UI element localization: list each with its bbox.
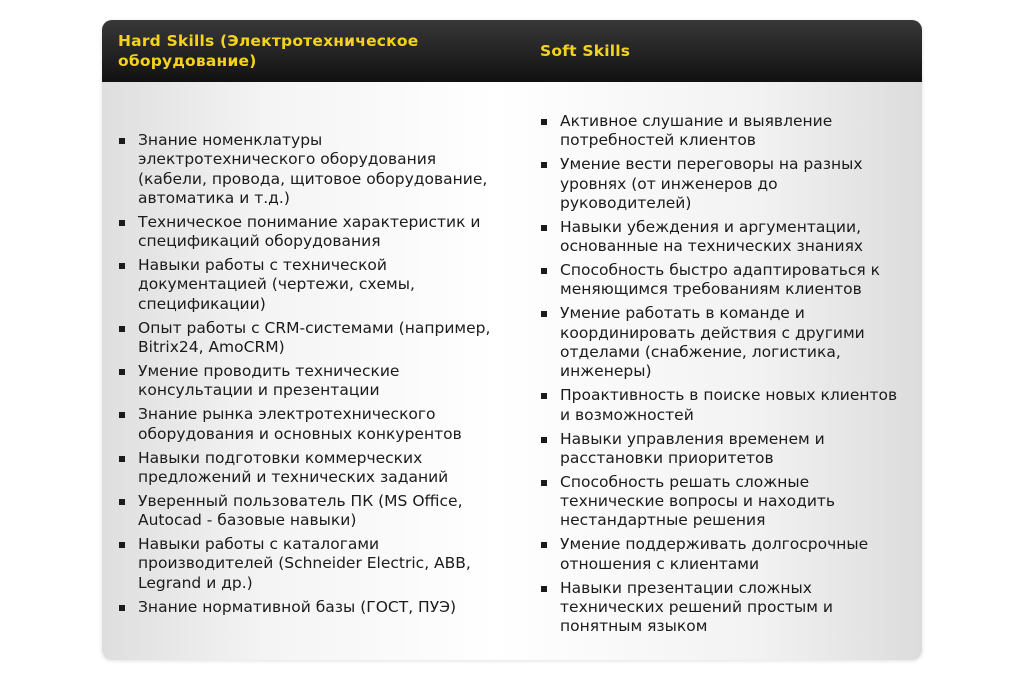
hard-skills-header: Hard Skills (Электротехническое оборудование) [118, 32, 419, 70]
list-item [118, 256, 498, 314]
list-item-text: Знание нормативной базы (ГОСТ, ПУЭ) [138, 597, 457, 616]
square-bullet-icon [119, 605, 125, 611]
soft-skills-list [540, 112, 900, 641]
square-bullet-icon [541, 119, 547, 125]
square-bullet-icon [541, 393, 547, 399]
square-bullet-icon [541, 162, 547, 168]
list-item-text: Навыки управления временем и расстановки приоритетов [560, 429, 825, 467]
list-item-text: Проактивность в поиске новых клиентов и возможностей [560, 386, 898, 424]
square-bullet-icon [541, 542, 547, 548]
list-item [118, 131, 498, 208]
skills-table [102, 20, 922, 660]
list-item [540, 218, 900, 257]
square-bullet-icon [119, 456, 125, 462]
list-item-text: Умение работать в команде и координировать действия с другими отделами (снабжение, логистика, инженеры) [560, 304, 865, 381]
list-item-text: Навыки убеждения и аргументации, основанные на технических знаниях [560, 217, 864, 256]
list-item-text: Знание рынка электротехнического оборудования и основных конкурентов [138, 405, 462, 443]
list-item-text: Техническое понимание характеристик и спецификаций оборудования [138, 212, 481, 251]
list-item-text: Умение поддерживать долгосрочные отношения с клиентами [560, 535, 869, 573]
list-item-text: Навыки работы с технической документацией (чертежи, схемы, спецификации) [138, 256, 415, 313]
list-item [540, 155, 900, 213]
square-bullet-icon [119, 138, 125, 144]
list-item-text: Знание номенклатуры электротехнического оборудования (кабели, провода, щитовое оборудование, автоматика и т.д.) [138, 131, 488, 207]
list-item-text: Способность решать сложные технические вопросы и находить нестандартные решения [560, 472, 836, 530]
list-item [118, 449, 498, 488]
square-bullet-icon [541, 268, 547, 274]
list-item-text: Навыки презентации сложных технических решений простым и понятным языком [560, 578, 833, 636]
list-item-text: Умение вести переговоры на разных уровнях (от инженеров до руководителей) [560, 155, 863, 212]
list-item [540, 579, 900, 637]
list-item [118, 362, 498, 401]
soft-skills-header: Soft Skills [540, 42, 631, 60]
square-bullet-icon [119, 412, 125, 418]
square-bullet-icon [541, 586, 547, 592]
square-bullet-icon [119, 542, 125, 548]
square-bullet-icon [541, 437, 547, 443]
list-item [118, 492, 498, 531]
list-item [540, 386, 900, 425]
list-item-text: Навыки подготовки коммерческих предложений и технических заданий [138, 448, 449, 486]
list-item-text: Активное слушание и выявление потребностей клиентов [560, 112, 833, 150]
list-item [118, 598, 498, 617]
list-item [118, 319, 498, 358]
square-bullet-icon [119, 326, 125, 332]
square-bullet-icon [119, 499, 125, 505]
list-item [540, 261, 900, 300]
list-item [540, 112, 900, 151]
list-item [540, 430, 900, 469]
list-item-text: Умение проводить технические консультации и презентации [138, 362, 400, 400]
square-bullet-icon [541, 225, 547, 231]
hard-skills-list [118, 131, 498, 622]
list-item [540, 304, 900, 381]
list-item-text: Способность быстро адаптироваться к меняющимся требованиям клиентов [560, 261, 881, 299]
list-item-text: Опыт работы с CRM-системами (например, Bitrix24, AmoCRM) [138, 318, 491, 357]
square-bullet-icon [119, 220, 125, 226]
list-item [118, 213, 498, 252]
list-item [540, 535, 900, 574]
list-item-text: Навыки работы с каталогами производителей (Schneider Electric, ABB, Legrand и др.) [138, 535, 471, 592]
list-item [118, 405, 498, 444]
square-bullet-icon [119, 369, 125, 375]
square-bullet-icon [541, 311, 547, 317]
square-bullet-icon [119, 263, 125, 269]
square-bullet-icon [541, 480, 547, 486]
list-item [118, 535, 498, 593]
list-item [540, 473, 900, 531]
table-header [102, 20, 922, 82]
list-item-text: Уверенный пользователь ПК (MS Office, Autocad - базовые навыки) [138, 491, 463, 530]
